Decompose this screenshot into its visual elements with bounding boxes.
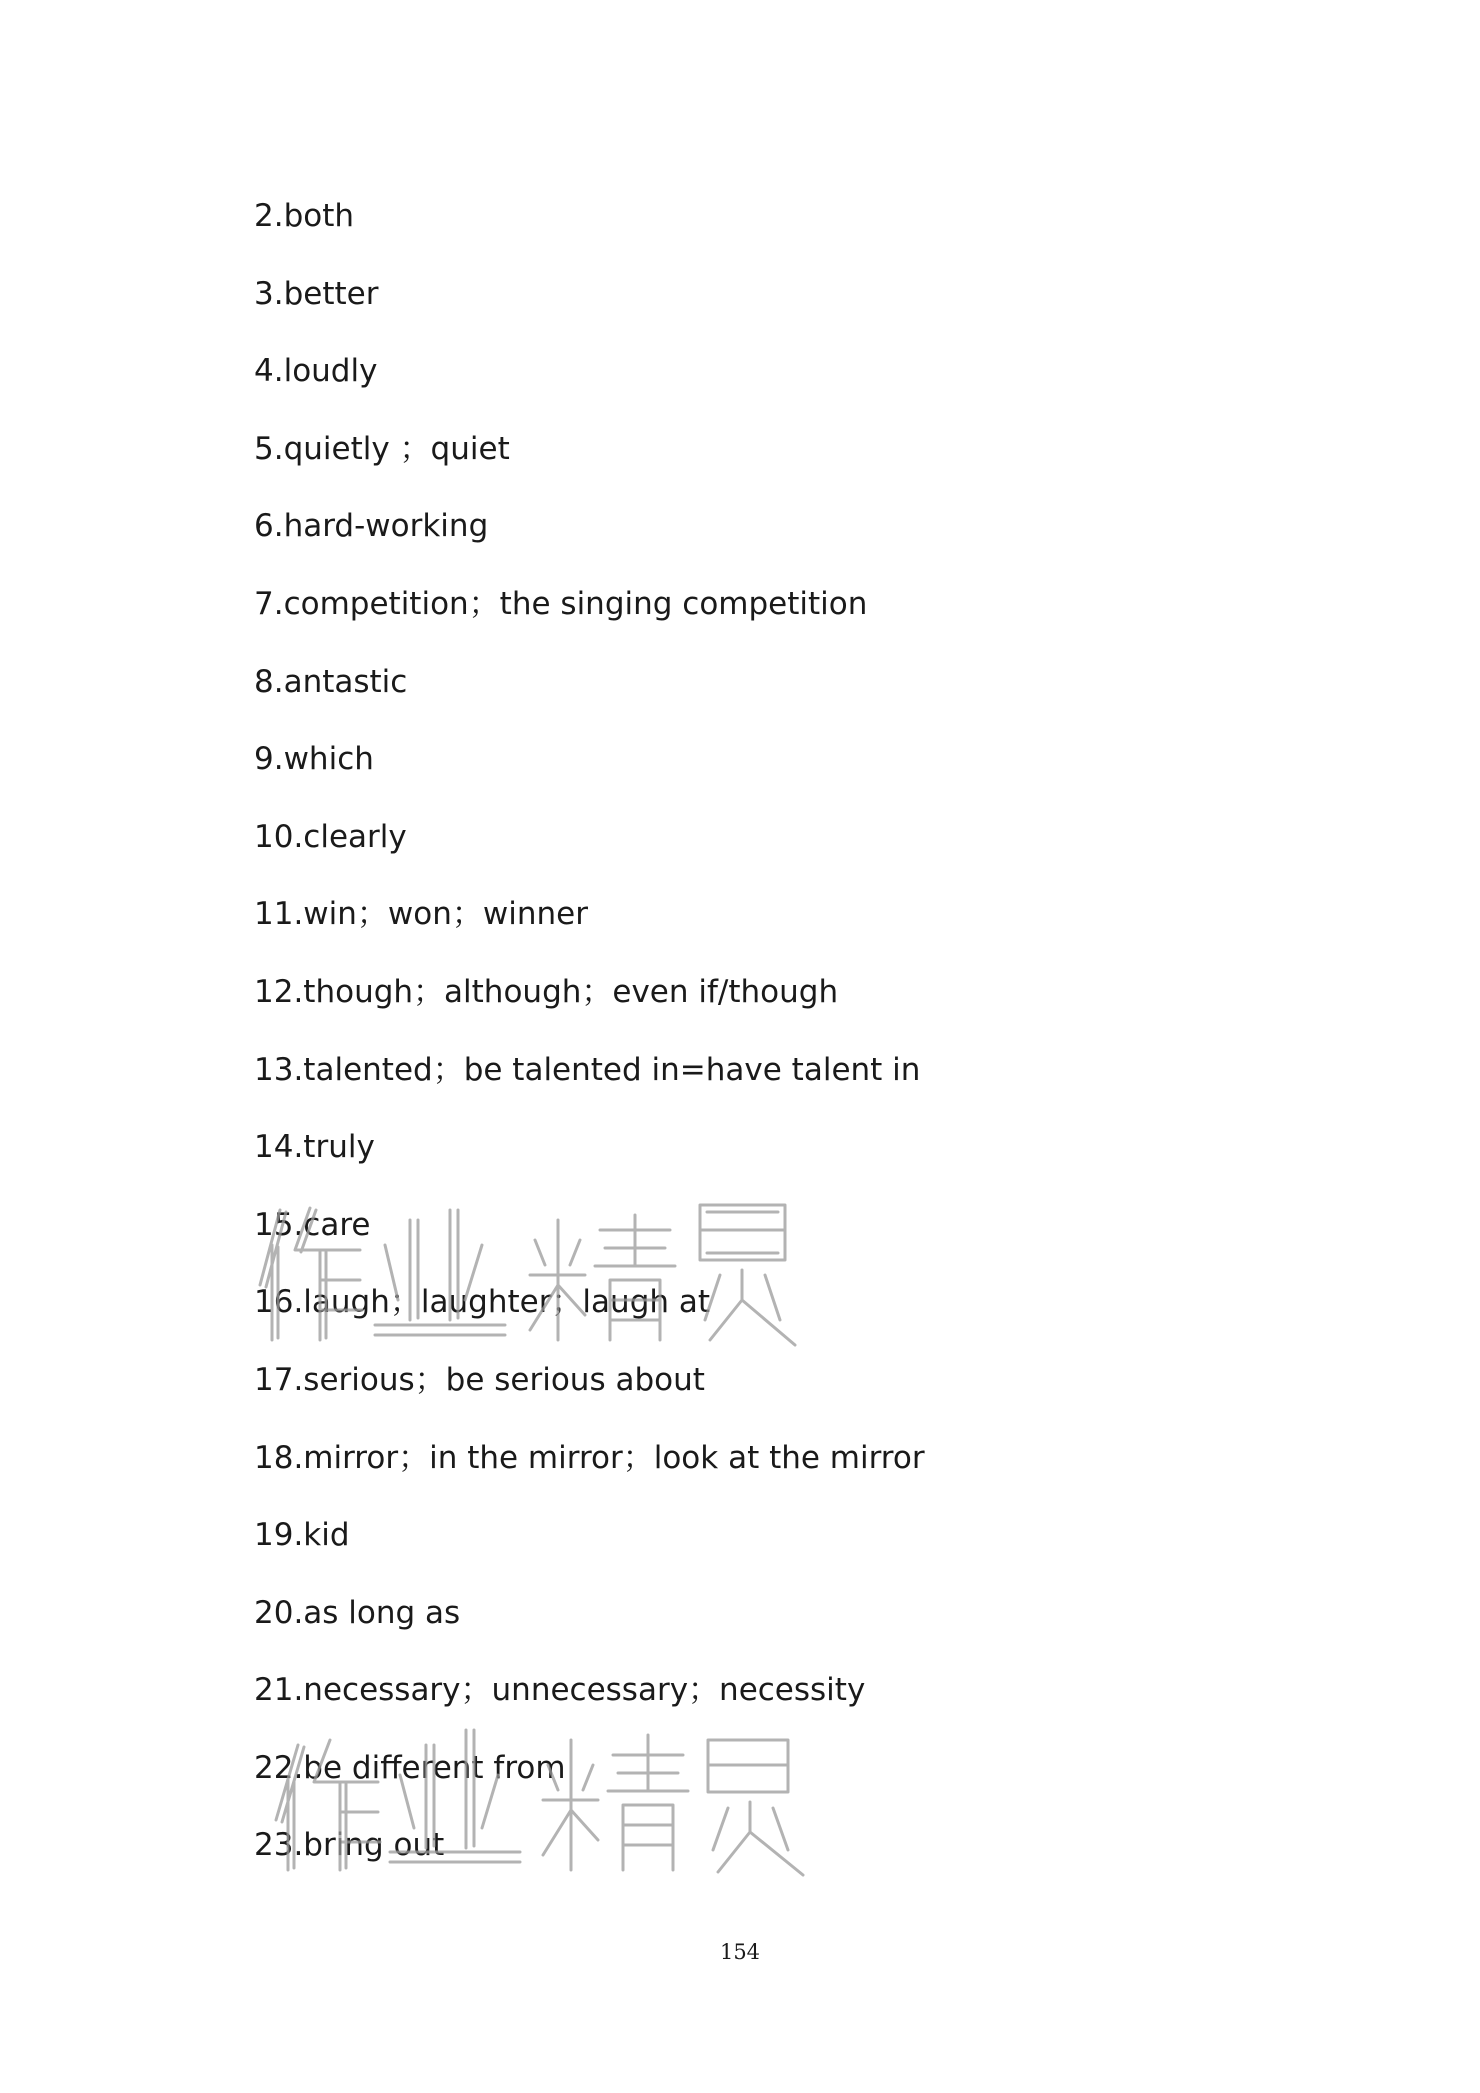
answer-item: 13.talented；be talented in=have talent in <box>254 1051 921 1088</box>
answer-item: 9.which <box>254 741 374 778</box>
answer-item: 23.bring out <box>254 1827 445 1864</box>
answer-item: 18.mirror；in the mirror；look at the mirror <box>254 1439 925 1476</box>
answer-item: 21.necessary；unnecessary；necessity <box>254 1672 866 1709</box>
page-number: 154 <box>719 1940 761 1964</box>
answer-item: 5.quietly ；quiet <box>254 430 510 467</box>
answer-item: 22.be different from <box>254 1749 566 1786</box>
answer-item: 20.as long as <box>254 1594 461 1631</box>
answer-item: 14.truly <box>254 1129 375 1166</box>
answer-item: 8.antastic <box>254 663 408 700</box>
answer-item: 6.hard-working <box>254 508 489 545</box>
answer-item: 7.competition；the singing competition <box>254 585 868 622</box>
answer-item: 11.win；won；winner <box>254 896 588 933</box>
answer-item: 19.kid <box>254 1517 350 1554</box>
answer-item: 2.both <box>254 198 355 234</box>
answer-list <box>254 196 925 1903</box>
answer-item: 3.better <box>254 275 379 312</box>
answer-item: 12.though；although；even if/though <box>254 973 839 1010</box>
answer-item: 17.serious；be serious about <box>254 1361 705 1398</box>
answer-item: 4.loudly <box>254 353 378 390</box>
answer-item: 15.care <box>254 1206 371 1243</box>
answer-item: 10.clearly <box>254 818 407 855</box>
answer-item: 16.laugh；laughter；laugh at <box>254 1284 711 1321</box>
